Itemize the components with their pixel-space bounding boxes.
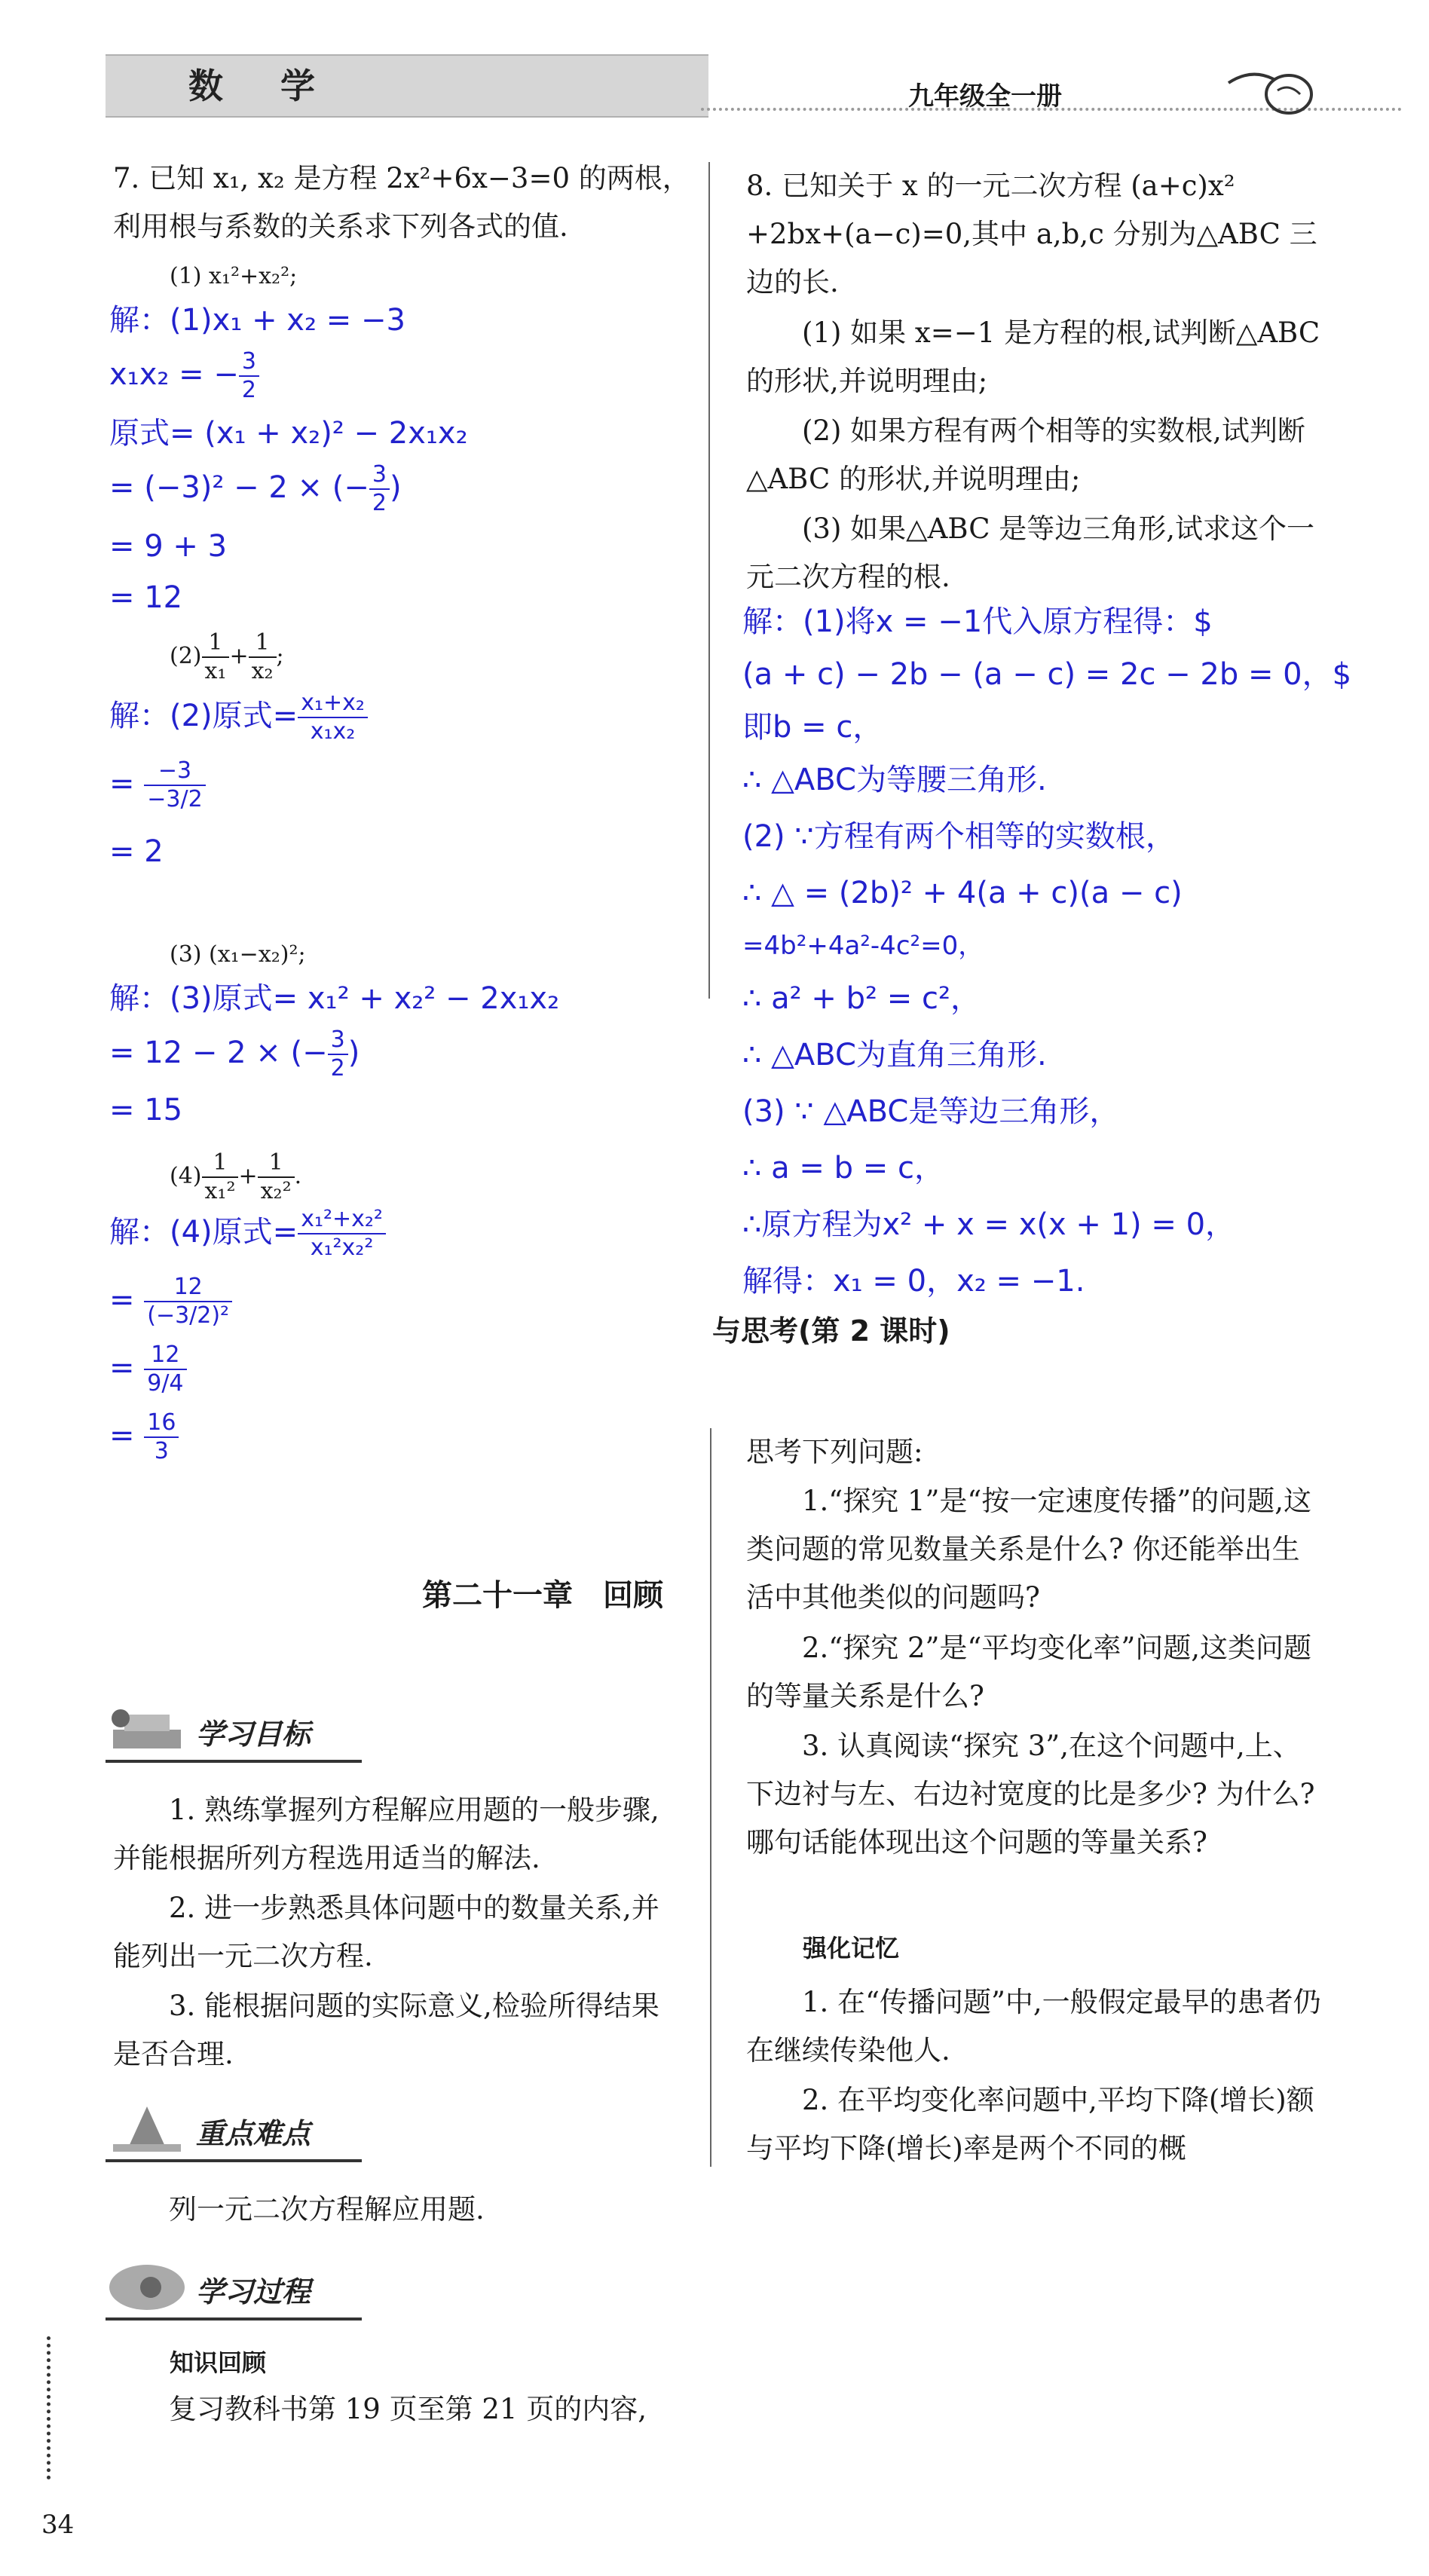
column-divider [708, 162, 710, 999]
key-title: 重点难点 [196, 2117, 311, 2150]
answer-8-line9: ∴ △ABC为直角三角形. [742, 1038, 1047, 1072]
answer-8-line3: 即b = c， [742, 710, 883, 745]
answer-7-1-line4: = (−3)² − 2 × (− $\frac{3}{2}$ ) [109, 461, 402, 516]
q7-part4: (4) $\frac{1}{\text{x₁²}}$ + $\frac{1}{\text{x₂²}}$ . [170, 1149, 302, 1204]
answer-8-line13: 解得：x₁ = 0，x₂ = −1. [742, 1264, 1085, 1299]
key-underline [106, 2159, 362, 2162]
section-title: 与思考(第 2 课时) [712, 1314, 950, 1348]
page-number: 34 [41, 2510, 75, 2540]
answer-7-1-line5: = 9 + 3 [109, 529, 228, 564]
q8-stem: 8. 已知关于 x 的一元二次方程 (a+c)x² +2bx+(a−c)=0,其中 a,b,c 分别为△ABC 三边的长. [746, 170, 1317, 298]
q8-part2: (2) 如果方程有两个相等的实数根,试判断△ABC 的形状,并说明理由; [746, 415, 1305, 495]
review-text: 复习教科书第 19 页至第 21 页的内容, [169, 2393, 647, 2425]
answer-7-2-line1: 解：(2)原式= $\frac{\text{x₁+x₂}}{\text{x₁x₂}}$ [109, 690, 368, 745]
subject-title: 数 学 [188, 66, 338, 106]
q7-part3: (3) (x₁−x₂)²; [170, 941, 306, 968]
goal-1: 1. 熟练掌握列方程解应用题的一般步骤,并能根据所列方程选用适当的解法. [113, 1794, 659, 1874]
review-title: 知识回顾 [170, 2348, 267, 2377]
memory-2: 2. 在平均变化率问题中,平均下降(增长)额与平均下降(增长)率是两个不同的概 [746, 2084, 1314, 2165]
q8-part3: (3) 如果△ABC 是等边三角形,试求这个一元二次方程的根. [746, 512, 1315, 593]
answer-8-line8: ∴ a² + b² = c²， [742, 981, 981, 1016]
answer-7-1-line3: 原式= (x₁ + x₂)² − 2x₁x₂ [109, 416, 468, 451]
answer-8-line12: ∴原方程为x² + x = x(x + 1) = 0， [742, 1207, 1236, 1242]
memory-title: 强化记忆 [803, 1934, 900, 1963]
answer-8-line4: ∴ △ABC为等腰三角形. [742, 763, 1047, 797]
key-text: 列一元二次方程解应用题. [169, 2193, 485, 2226]
margin-dots [47, 2336, 50, 2480]
think-1: 1.“探究 1”是“按一定速度传播”的问题,这类问题的常见数量关系是什么? 你还能举出生活中其他类似的问题吗? [746, 1485, 1312, 1614]
chapter-title: 第二十一章 回顾 [422, 1578, 663, 1613]
books-icon [106, 1703, 188, 1756]
answer-7-3-line1: 解：(3)原式= x₁² + x₂² − 2x₁x₂ [109, 981, 560, 1016]
answer-7-4-line2: = $\frac{12}{\text{(−3/2)²}}$ [109, 1274, 232, 1329]
think-2: 2.“探究 2”是“平均变化率”问题,这类问题的等量关系是什么? [746, 1632, 1312, 1712]
answer-7-1-line2: x₁x₂ = − $\frac{3}{2}$ [109, 348, 259, 404]
memory-1: 1. 在“传播问题”中,一般假定最早的患者仍在继续传染他人. [746, 1986, 1321, 2067]
answer-7-4-line1: 解：(4)原式= $\frac{\text{x₁²+x₂²}}{\text{x₁²x₂²}}$ [109, 1206, 386, 1262]
q7-part2: (2) $\frac{1}{\text{x₁}}$ + $\frac{1}{\text{x₂}}$ ; [170, 629, 284, 684]
answer-8-line11: ∴ a = b = c， [742, 1151, 944, 1186]
goal-2: 2. 进一步熟悉具体问题中的数量关系,并能列出一元二次方程. [113, 1892, 659, 1972]
fraction: $\frac{3}{2}$ [239, 348, 259, 404]
answer-8-line6: ∴ △ = (2b)² + 4(a + c)(a − c) [742, 876, 1183, 910]
answer-7-2-line2: = $\frac{-3}{-3/2}$ [109, 757, 206, 813]
goal-3: 3. 能根据问题的实际意义,检验所得结果是否合理. [113, 1990, 659, 2070]
answer-7-1-line6: = 12 [109, 580, 183, 615]
goals-title: 学习目标 [196, 1718, 311, 1751]
q7-part1: (1) x₁²+x₂²; [170, 263, 298, 289]
answer-7-3-line3: = 15 [109, 1093, 183, 1127]
answer-7-3-line2: = 12 − 2 × (− $\frac{3}{2}$ ) [109, 1026, 360, 1081]
think-3: 3. 认真阅读“探究 3”,在这个问题中,上、下边衬与左、右边衬宽度的比是多少? 为什么? 哪句话能体现出这个问题的等量关系? [746, 1730, 1315, 1859]
column-divider-lower [710, 1428, 711, 2167]
answer-8-line5: (2) ∵方程有两个相等的实数根， [742, 819, 1176, 854]
process-title: 学习过程 [196, 2275, 311, 2308]
map-icon [106, 2257, 188, 2317]
q7-stem: 7. 已知 x₁, x₂ 是方程 2x²+6x−3=0 的两根，利用根与系数的关系求下列各式的值. [113, 162, 690, 243]
process-underline [106, 2317, 362, 2321]
answer-8-line7: =4b²+4a²-4c²=0， [742, 931, 984, 961]
answer-8-line10: (3) ∵ △ABC是等边三角形， [742, 1094, 1120, 1129]
answer-7-2-line3: = 2 [109, 834, 164, 869]
mouse-logo-icon [1221, 60, 1319, 121]
answer-8-line2: (a + c) − 2b − (a − c) = 2c − 2b = 0，$ [742, 657, 1352, 692]
goals-underline [106, 1760, 362, 1763]
answer-7-4-line3: = $\frac{12}{9/4}$ [109, 1342, 187, 1397]
answer-7-1-line1: 解：(1)x₁ + x₂ = −3 [109, 303, 405, 338]
grade-label: 九年级全一册 [908, 81, 1062, 112]
answer-8-line1: 解：(1)将x = −1代入原方程得：$ [742, 604, 1213, 639]
compass-icon [106, 2103, 188, 2155]
q8-part1: (1) 如果 x=−1 是方程的根,试判断△ABC 的形状,并说明理由; [746, 317, 1320, 397]
think-intro: 思考下列问题: [746, 1436, 923, 1468]
answer-7-4-line4: = $\frac{16}{3}$ [109, 1409, 179, 1465]
